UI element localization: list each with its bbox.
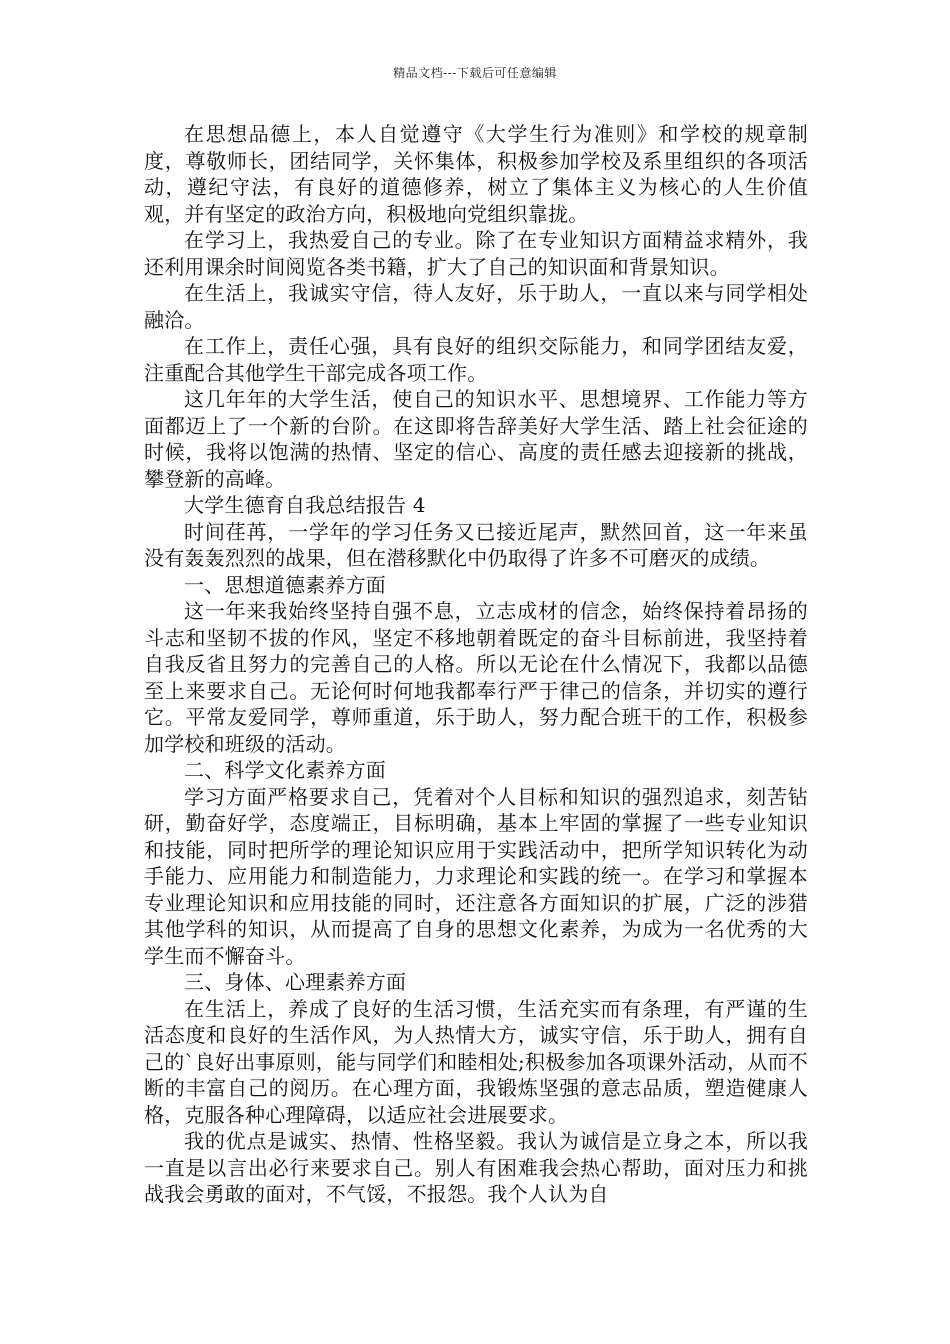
section-heading-body-mind: 三、身体、心理素养方面 — [184, 970, 407, 994]
paragraph-science-culture: 学习方面严格要求自己，凭着对个人目标和知识的强烈追求，刻苦钻研，勤奋好学，态度端正，目标明确，基本上牢固的掌握了一些专业知识和技能，同时把所学的理论知识应用于实践活动中，把所学知识转化为动手能力、应用能力和制造能力，力求理论和实践的统一。在学习和掌握本专业理论知识和应用技能的同时，还注意各方面知识的扩展，广泛的涉猎其他学科的知识，从而提高了自身的思想文化素养，为成为一名优秀的大学生而不懈奋斗。 — [144, 784, 808, 968]
paragraph-life: 在生活上，我诚实守信，待人友好，乐于助人，一直以来与同学相处融洽。 — [144, 281, 808, 332]
paragraph-intro: 时间荏苒，一学年的学习任务又已接近尾声，默然回首，这一年来虽没有轰轰烈烈的战果，但在潜移默化中仍取得了许多不可磨灭的成绩。 — [144, 519, 808, 570]
paragraph-moral-character: 在思想品德上，本人自觉遵守《大学生行为准则》和学校的规章制度，尊敬师长，团结同学，关怀集体，积极参加学校及系里组织的各项活动，遵纪守法，有良好的道德修养，树立了集体主义为核心的人生价值观，并有坚定的政治方向，积极地向党组织靠拢。 — [144, 122, 808, 226]
paragraph-university-life: 这几年年的大学生活，使自己的知识水平、思想境界、工作能力等方面都迈上了一个新的台阶。在这即将告辞美好大学生活、踏上社会征途的时候，我将以饱满的热情、坚定的信心、高度的责任感去迎接新的挑战，攀登新的高峰。 — [144, 387, 808, 491]
document-body — [144, 121, 808, 1208]
paragraph-work: 在工作上，责任心强，具有良好的组织交际能力，和同学团结友爱，注重配合其他学生干部完成各项工作。 — [144, 334, 808, 385]
section-heading-science-culture: 二、科学文化素养方面 — [184, 758, 386, 782]
paragraph-study: 在学习上，我热爱自己的专业。除了在专业知识方面精益求精外，我还利用课余时间阅览各类书籍，扩大了自己的知识面和背景知识。 — [144, 228, 808, 279]
section-heading-ideology: 一、思想道德素养方面 — [184, 572, 386, 597]
paragraph-strengths: 我的优点是诚实、热情、性格坚毅。我认为诚信是立身之本，所以我一直是以言出必行来要求自己。别人有困难我会热心帮助，面对压力和挑战我会勇敢的面对，不气馁，不报怨。我个人认为自 — [144, 1129, 808, 1206]
paragraph-ideology: 这一年来我始终坚持自强不息，立志成材的信念，始终保持着昂扬的斗志和坚韧不拔的作风，坚定不移地朝着既定的奋斗目标前进，我坚持着自我反省且努力的完善自己的人格。所以无论在什么情况下，我都以品德至上来要求自己。无论何时何地我都奉行严于律己的信条，并切实的遵行它。平常友爱同学，尊师重道，乐于助人，努力配合班干的工作，积极参加学校和班级的活动。 — [144, 599, 808, 756]
report-title: 大学生德育自我总结报告 4 — [184, 493, 426, 517]
page-header: 精品文档---下载后可任意编辑 — [393, 66, 557, 80]
paragraph-body-mind: 在生活上，养成了良好的生活习惯，生活充实而有条理，有严谨的生活态度和良好的生活作风，为人热情大方，诚实守信，乐于助人，拥有自己的`良好出事原则，能与同学们和睦相处;积极参加各项课外活动，从而不断的丰富自己的阅历。在心理方面，我锻炼坚强的意志品质，塑造健康人格，克服各种心理障碍，以适应社会进展要求。 — [144, 996, 808, 1127]
